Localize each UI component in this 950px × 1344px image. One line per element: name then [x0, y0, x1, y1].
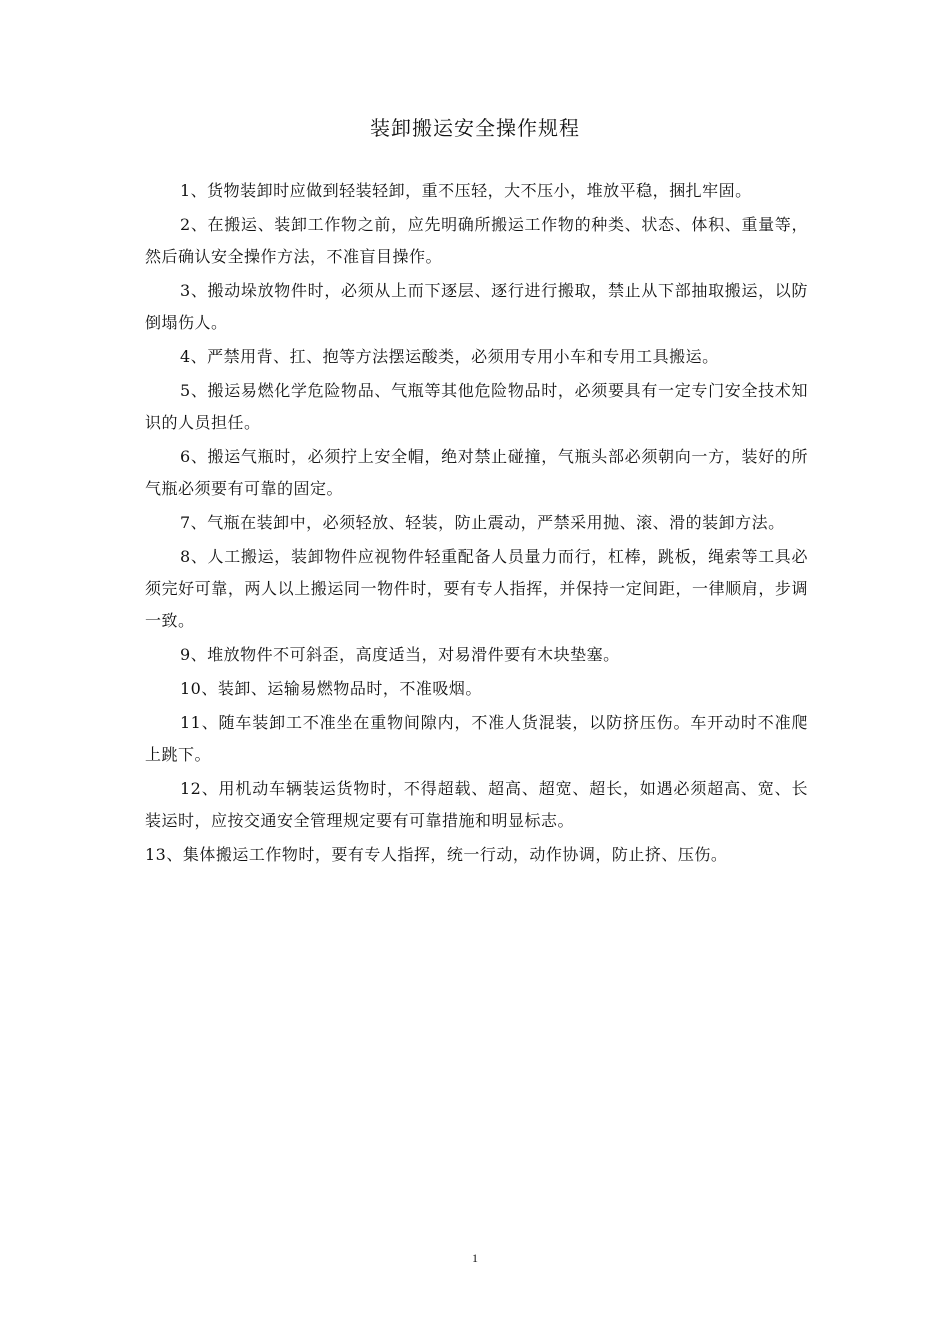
rule-paragraph-7: 7、气瓶在装卸中，必须轻放、轻装，防止震动，严禁采用抛、滚、滑的装卸方法。 [180, 513, 785, 532]
document-body [145, 175, 808, 873]
rule-paragraph-9: 9、堆放物件不可斜歪，高度适当，对易滑件要有木块垫塞。 [180, 645, 620, 664]
document-title: 装卸搬运安全操作规程 [370, 116, 580, 140]
rule-paragraph-12: 12、用机动车辆装运货物时，不得超载、超高、超宽、超长，如遇必须超高、宽、长装运时，应按交通安全管理规定要有可靠措施和明显标志。 [145, 779, 808, 830]
rule-paragraph-3: 3、搬动垛放物件时，必须从上而下逐层、逐行进行搬取，禁止从下部抽取搬运，以防倒塌伤人。 [145, 281, 808, 332]
rule-paragraph-1: 1、货物装卸时应做到轻装轻卸，重不压轻，大不压小，堆放平稳，捆扎牢固。 [180, 181, 752, 200]
rule-paragraph-6: 6、搬运气瓶时，必须拧上安全帽，绝对禁止碰撞，气瓶头部必须朝向一方，装好的所气瓶必须要有可靠的固定。 [145, 447, 808, 498]
page-number: 1 [472, 1251, 478, 1265]
rule-paragraph-8: 8、人工搬运，装卸物件应视物件轻重配备人员量力而行，杠棒，跳板，绳索等工具必须完好可靠，两人以上搬运同一物件时，要有专人指挥，并保持一定间距，一律顺肩，步调一致。 [145, 547, 808, 630]
rule-paragraph-13: 13、集体搬运工作物时，要有专人指挥，统一行动，动作协调，防止挤、压伤。 [145, 845, 728, 864]
rule-paragraph-4: 4、严禁用背、扛、抱等方法摆运酸类，必须用专用小车和专用工具搬运。 [180, 347, 719, 366]
rule-paragraph-10: 10、装卸、运输易燃物品时，不准吸烟。 [180, 679, 482, 698]
rule-paragraph-2: 2、在搬运、装卸工作物之前，应先明确所搬运工作物的种类、状态、体积、重量等，然后确认安全操作方法，不准盲目操作。 [145, 215, 808, 266]
rule-paragraph-11: 11、随车装卸工不准坐在重物间隙内，不准人货混装，以防挤压伤。车开动时不准爬上跳下。 [145, 713, 808, 764]
rule-paragraph-5: 5、搬运易燃化学危险物品、气瓶等其他危险物品时，必须要具有一定专门安全技术知识的人员担任。 [145, 381, 808, 432]
